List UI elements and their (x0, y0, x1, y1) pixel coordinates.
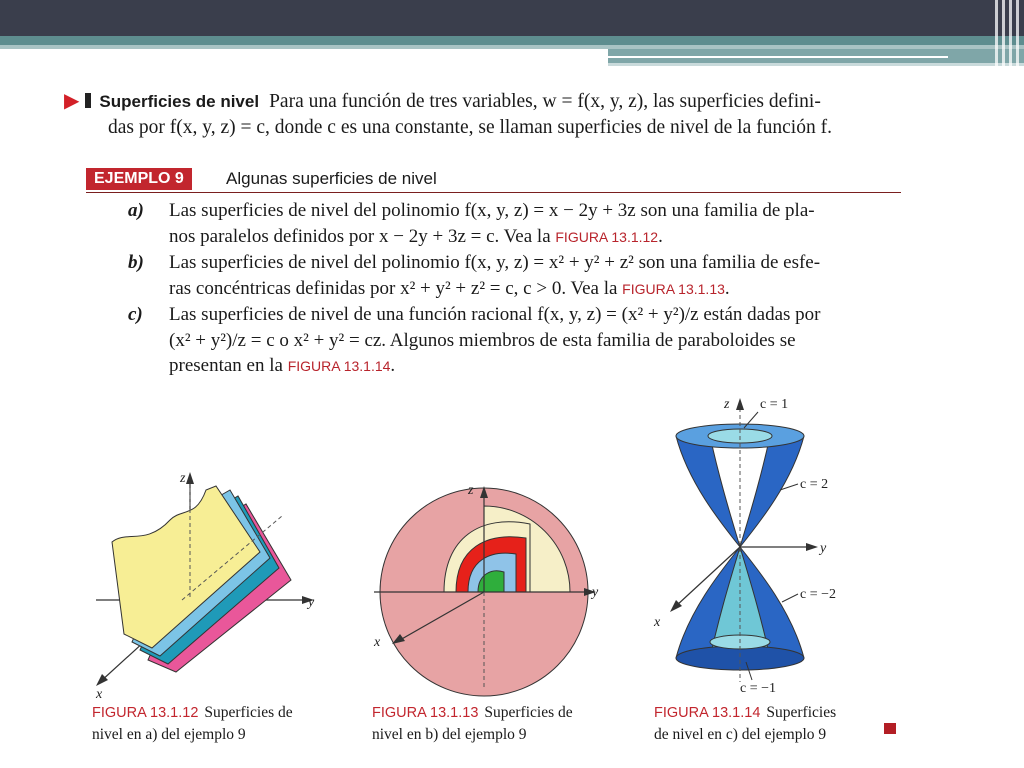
item-text: (x² + y²)/z = c o x² + y² = cz. Algunos miembros de esta familia de paraboloides se (169, 329, 796, 351)
example-item-b: b) Las superficies de nivel del polinomio f(x, y, z) = x² + y² + z² son una familia de esfe- ras concéntricas definidas por x² + y² + z² = c, c > 0. Vea la FIGURA 13.1.13. (112, 250, 902, 302)
z-axis-label: z (468, 483, 474, 498)
item-label: c) (128, 304, 143, 325)
header-vertical-bars (988, 0, 1024, 70)
header-stripe-line (608, 56, 948, 58)
example-title: Algunas superficies de nivel (226, 169, 437, 188)
item-label: a) (128, 200, 144, 221)
item-text: ras concéntricas definidas por x² + y² + z² = c, c > 0. Vea la (169, 277, 618, 299)
figure-planes (86, 460, 326, 700)
example-item-a: a) Las superficies de nivel del polinomio f(x, y, z) = x − 2y + 3z son una familia de pla- nos paralelos definidos por x − 2y + 3z = c. Vea la FIGURA 13.1.12. (112, 198, 902, 250)
figure-paraboloids (640, 392, 880, 698)
label-c-2: c = 2 (800, 477, 829, 492)
label-c-minus-1: c = −1 (740, 681, 777, 696)
figure-caption: FIGURA 13.1.12 Superficies de nivel en a) del ejemplo 9 (92, 704, 293, 743)
slide-header-bar (0, 0, 1024, 36)
header-stripe-right-light (608, 63, 1024, 66)
example-label: EJEMPLO 9 (86, 168, 192, 190)
item-text: nos paralelos definidos por x − 2y + 3z = c. Vea la (169, 225, 551, 247)
z-axis-label: z (180, 471, 186, 486)
x-axis-label: x (654, 615, 661, 630)
bullet-arrow-icon: ▶ (64, 90, 80, 112)
section-paragraph (64, 88, 914, 141)
item-text: presentan en la (169, 355, 283, 376)
figure-spheres (360, 468, 610, 698)
y-axis-label: y (820, 541, 827, 556)
section-heading: Superficies de nivel (99, 92, 260, 111)
figure-reference: FIGURA 13.1.12 (555, 228, 659, 245)
figure-reference: FIGURA 13.1.13 (622, 280, 725, 297)
figure-caption: FIGURA 13.1.13 Superficies de nivel en b) del ejemplo 9 (372, 704, 573, 743)
x-axis-label: x (374, 635, 381, 650)
end-of-example-mark (884, 723, 896, 734)
y-axis-label: y (308, 595, 315, 610)
item-text: Las superficies de nivel del polinomio f(x, y, z) = x − 2y + 3z son una familia de pla- (169, 200, 815, 221)
label-c-minus-2: c = −2 (800, 587, 837, 602)
section-line-2: das por f(x, y, z) = c, donde c es una constante, se llaman superficies de nivel de la función f. (108, 117, 832, 138)
label-c-1: c = 1 (760, 397, 789, 412)
x-axis-label: x (96, 687, 103, 700)
figure-reference: FIGURA 13.1.14 (287, 358, 391, 374)
bullet-square-icon (85, 93, 91, 108)
item-label: b) (128, 252, 144, 273)
y-axis-label: y (592, 585, 599, 600)
section-line-1: Para una función de tres variables, w = f(x, y, z), las superficies defini- (269, 91, 821, 112)
z-axis-label: z (724, 397, 730, 412)
item-text: Las superficies de nivel del polinomio f(x, y, z) = x² + y² + z² son una familia de esfe- (169, 252, 821, 273)
example-header (86, 168, 901, 193)
item-text: Las superficies de nivel de una función racional f(x, y, z) = (x² + y²)/z están dadas por (169, 304, 821, 325)
figure-caption: FIGURA 13.1.14 Superficies de nivel en c) del ejemplo 9 (654, 704, 837, 743)
example-item-c: c) Las superficies de nivel de una función racional f(x, y, z) = (x² + y²)/z están dadas por (x² + y²)/z = c o x² + y² = cz. Algunos miembros de esta familia de paraboloides se presentan en la FIGURA 13.1.14. (112, 302, 902, 380)
example-items (112, 198, 902, 380)
header-stripe (0, 36, 1024, 45)
